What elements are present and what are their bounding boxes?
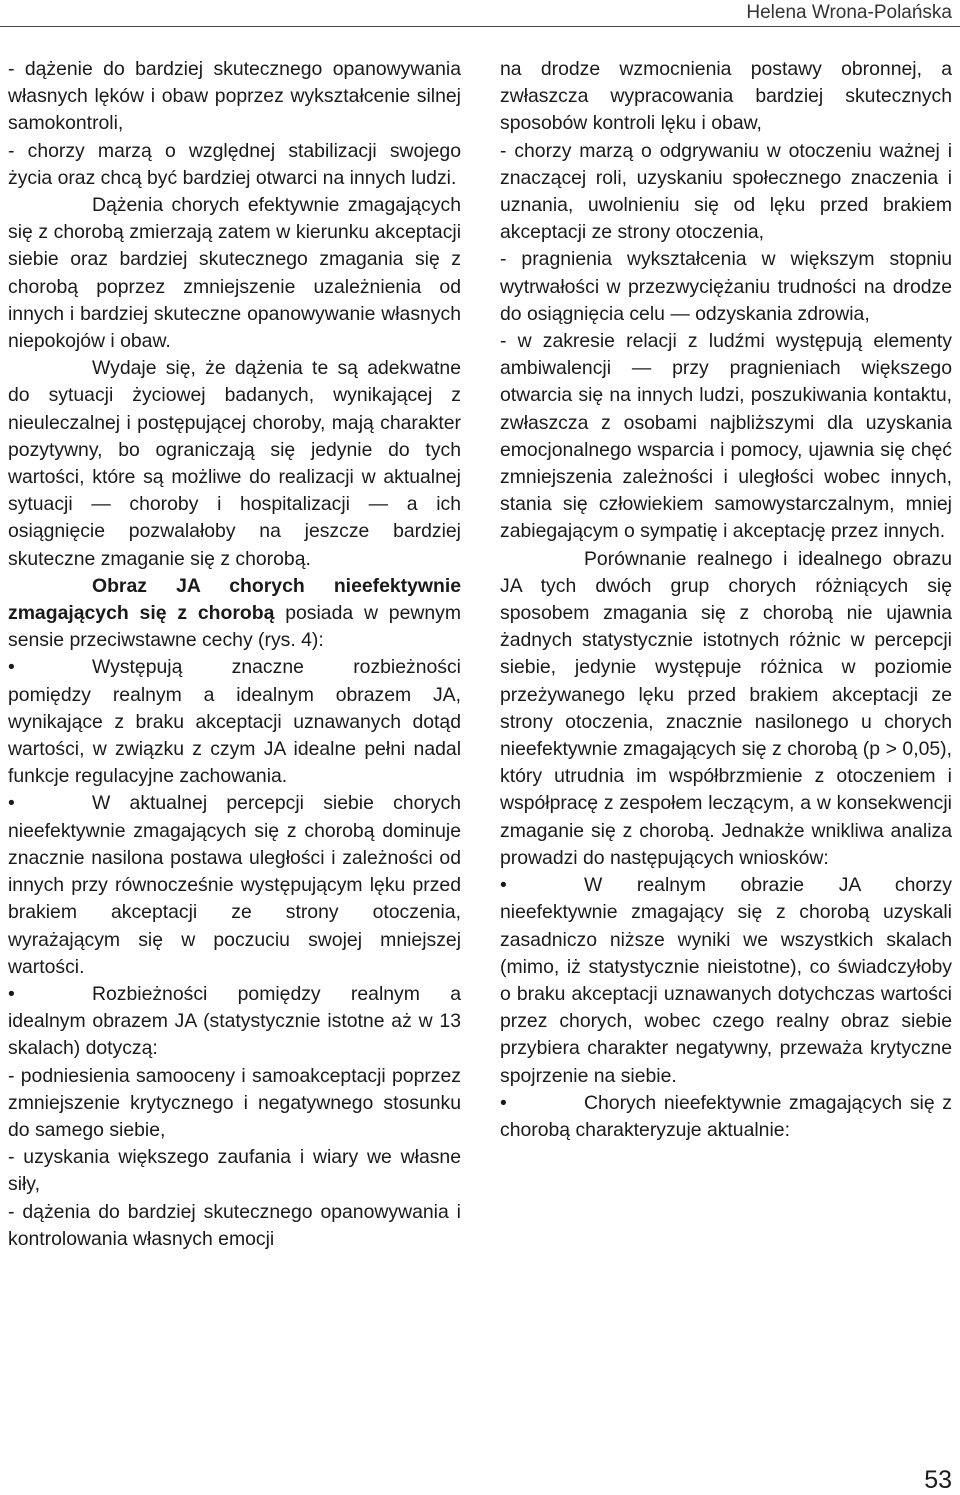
paragraph: Porównanie realnego i idealnego obrazu JA tych dwóch grup chorych różniących się sposobem zmagania się z chorobą nie ujawnia żadnych statystycznie istotnych różnic w percepcji siebie, jedynie występuje różnica w poziomie przeżywanego lęku przed brakiem akceptacji ze strony otoczenia, znacznie nasilonego u chorych nieefektywnie zmagających się z chorobą (p > 0,05), który utrudnia im współbrzmienie z otoczeniem i współpracę z zespołem leczącym, a w konsekwencji zmaganie się z chorobą. Jednakże wnikliwa analiza prowadzi do następujących wniosków:	[500, 547, 952, 869]
list-item: - pragnienia wykształcenia w większym stopniu wytrwałości w przezwyciężaniu trudności na drodze do osiągnięcia celu — odzyskania zdrowia,	[500, 248, 952, 325]
paragraph: Wydaje się, że dążenia te są adekwatne do sytuacji życiowej badanych, wynikającej z nieuleczalnej i postępującej choroby, mają charakter pozytywny, bo ograniczają się jedynie do tych wartości, które są możliwe do realizacji w aktualnej sytuacji — choroby i hospitalizacji — a ich osiągnięcie pozwalałoby na jeszcze bardziej skuteczne zmaganie się z chorobą.	[8, 357, 461, 570]
bullet-icon: •	[8, 982, 15, 1005]
left-column	[8, 56, 461, 1253]
bullet-item	[8, 981, 461, 1063]
paragraph: na drodze wzmocnienia postawy obronnej, a zwłaszcza wypracowania bardziej skutecznych sposobów kontroli lęku i obaw,	[500, 58, 952, 135]
author-name: Helena Wrona-Polańska	[746, 2, 952, 23]
bullet-item	[500, 872, 952, 1090]
bullet-item	[8, 654, 461, 790]
paragraph: - dążenie do bardziej skutecznego opanowywania własnych lęków i obaw poprzez wykształcenie silnej samokontroli,	[8, 58, 461, 135]
bullet-item	[8, 790, 461, 980]
bullet-icon: •	[500, 1091, 507, 1114]
right-column	[500, 56, 952, 1144]
bullet-icon: •	[500, 874, 507, 897]
bullet-item	[500, 1090, 952, 1144]
bullet-text: W realnym obrazie JA chorzy nieefektywnie zmagający się z chorobą uzyskali zasadniczo niższe wyniki we wszystkich skalach (mimo, iż statystycznie nieistotne), co świadczyłoby o braku akceptacji uznawanych dotychczas wartości przez chorych, wobec czego realny obraz siebie przybiera charakter negatywny, przeważa krytyczne spojrzenie na siebie.	[500, 874, 952, 1087]
paragraph: - chorzy marzą o względnej stabilizacji swojego życia oraz chcą być bardziej otwarci na innych ludzi.	[8, 139, 461, 189]
list-item: - w zakresie relacji z ludźmi występują elementy ambiwalencji — przy pragnieniach większego otwarcia się na innych ludzi, poszukiwania kontaktu, zwłaszcza z osobami najbliższymi dla uzyskania emocjonalnego wsparcia i pomocy, ujawnia się chęć zmniejszenia zależności i uległości wobec innych, stania się człowiekiem samowystarczalnym, mniej zabiegającym o sympatię i akceptację przez innych.	[500, 330, 952, 543]
paragraph: Dążenia chorych efektywnie zmagających się z chorobą zmierzają zatem w kierunku akceptacji siebie oraz bardziej skutecznego zmagania się z chorobą poprzez zmniejszenie uzależnienia od innych i bardziej skuteczne opanowywanie własnych niepokojów i obaw.	[8, 194, 461, 353]
bullet-icon: •	[8, 656, 15, 679]
bullet-icon: •	[8, 792, 15, 815]
list-item: - chorzy marzą o odgrywaniu w otoczeniu ważnej i znaczącej roli, uzyskaniu społecznego znaczenia i uznania, uwolnieniu się od lęku przed brakiem akceptacji ze strony otoczenia,	[500, 139, 952, 244]
bullet-text: Rozbieżności pomiędzy realnym a idealnym obrazem JA (statystycznie istotne aż w 13 skalach) dotyczą:	[8, 982, 461, 1060]
section-text: posiada w pewnym sensie przeciwstawne cechy (rys. 4):	[8, 602, 462, 652]
section-lead: Obraz JA chorych nieefektywnie zmagających się z chorobą	[8, 574, 461, 625]
section-paragraph	[8, 573, 461, 655]
bullet-text: W aktualnej percepcji siebie chorych nieefektywnie zmagających się z chorobą dominuje znacznie nasilona postawa uległości i zależności od innych przy równocześnie występującym lęku przed brakiem akceptacji ze strony otoczenia, wyrażającym się w poczuciu swojej mniejszej wartości.	[8, 792, 461, 978]
page-number: 53	[924, 1466, 952, 1494]
list-item: - dążenia do bardziej skutecznego opanowywania i kontrolowania własnych emocji	[8, 1200, 461, 1250]
list-item: - uzyskania większego zaufania i wiary we własne siły,	[8, 1146, 461, 1196]
bullet-text: Występują znaczne rozbieżności pomiędzy realnym a idealnym obrazem JA, wynikające z braku akceptacji uznawanych dotąd wartości, w związku z czym JA idealne pełni nadal funkcje regulacyjne zachowania.	[8, 656, 461, 788]
list-item: - podniesienia samooceny i samoakceptacji poprzez zmniejszenie krytycznego i negatywnego stosunku do samego siebie,	[8, 1064, 461, 1141]
running-header	[0, 0, 960, 27]
bullet-text: Chorych nieefektywnie zmagających się z chorobą charakteryzuje aktualnie:	[500, 1091, 952, 1141]
